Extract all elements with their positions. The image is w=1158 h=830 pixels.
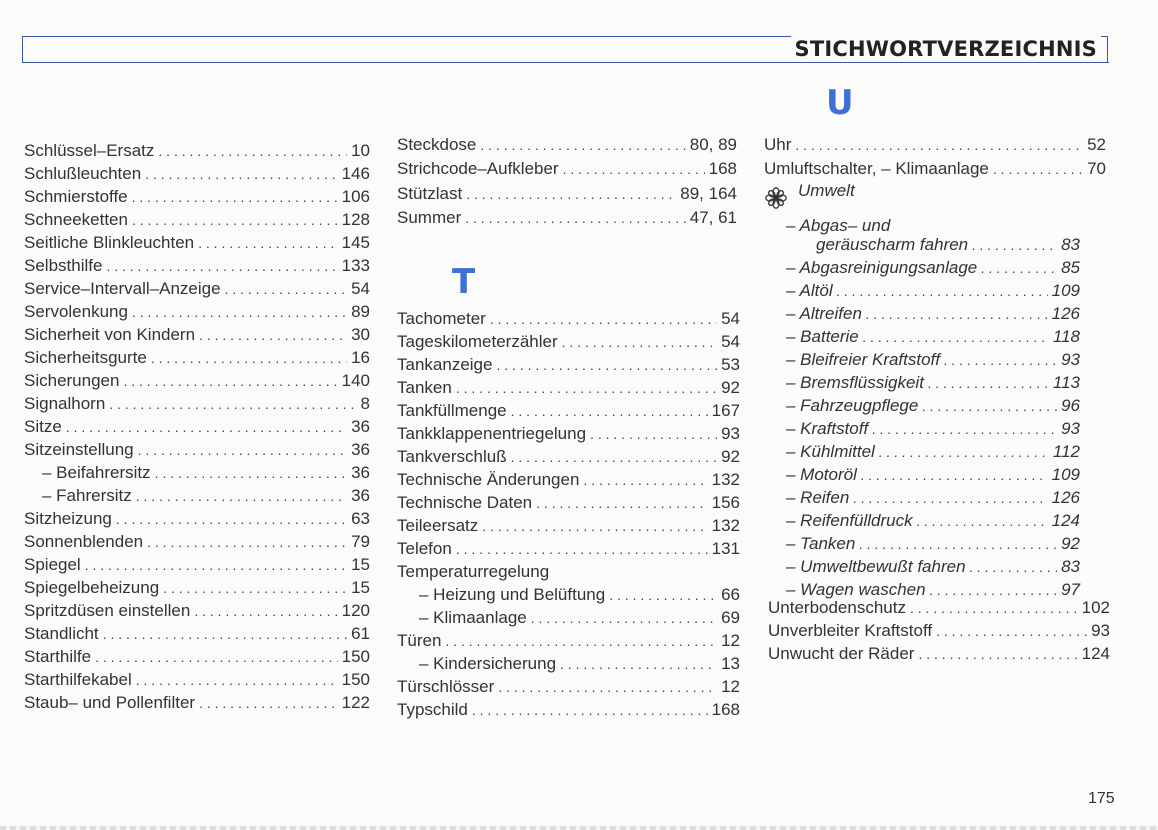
leader-dots [560,653,717,675]
leader-dots [445,630,717,652]
leader-dots [511,446,717,468]
leader-dots [123,370,337,392]
index-entry [24,255,370,277]
index-entry [24,692,370,714]
index-entry-page: 61 [351,624,370,643]
index-entry-label: – Kindersicherung [419,654,557,673]
index-entry-label: Sitzheizung [24,509,112,528]
index-entry [24,209,370,231]
index-entry-label: Standlicht [24,624,99,643]
index-entry-page: 92 [721,378,740,397]
index-entry-page: 126 [1051,488,1080,507]
leader-dots [609,584,717,606]
leader-dots [194,600,337,622]
index-entry [397,354,740,376]
leader-dots [511,400,708,422]
leader-dots [853,487,1047,509]
index-entry-page: 83 [1061,557,1080,576]
index-entry-page: 132 [711,470,740,489]
leader-dots [151,347,347,369]
index-entry-label: Spiegel [24,555,81,574]
index-entry-label: Umluftschalter, – Klimaanlage [764,159,989,178]
leader-dots [466,183,676,205]
leader-dots [590,423,717,445]
index-entry-page: 120 [341,601,370,620]
index-entry-label: geräuscharm fahren [816,235,969,254]
index-entry [24,347,370,369]
index-entry-page: 85 [1061,258,1080,277]
leader-dots [456,538,708,560]
index-entry [397,584,740,606]
index-entry-label: – Altreifen [786,304,862,323]
index-entry-label: Sicherungen [24,371,120,390]
index-entry [786,533,1080,555]
index-entry-label: – Tanken [786,534,856,553]
index-entry [24,669,370,691]
index-entry [786,510,1080,532]
index-entry-page: 12 [721,631,740,650]
index-entry [24,163,370,185]
section-letter-u: U [826,83,854,123]
index-entry-label: Schneeketten [24,210,128,229]
index-entry-label: – Kühlmittel [786,442,875,461]
index-entry-label: Spiegelbeheizung [24,578,160,597]
umwelt-heading-label: Umwelt [798,181,855,200]
index-entry [397,400,740,422]
leader-dots [837,280,1048,302]
leader-dots [132,301,347,323]
index-entry-page: 131 [711,539,740,558]
index-entry-label: Sonnenblenden [24,532,144,551]
index-entry [768,643,1110,665]
index-entry [24,554,370,576]
index-entry [24,623,370,645]
index-entry-page: 133 [341,256,370,275]
index-entry [397,630,740,652]
index-entry [397,377,740,399]
leader-dots [859,533,1057,555]
leader-dots [132,209,338,231]
index-entry [24,324,370,346]
index-entry [397,653,740,675]
index-entry-label: Schlußleuchten [24,164,142,183]
index-entry-page: 93 [1091,621,1110,640]
index-entry [397,308,740,330]
index-entry [397,515,740,537]
index-entry-label: Tankfüllmenge [397,401,507,420]
leader-dots [863,326,1049,348]
index-entry [786,372,1080,394]
index-entry-page: 109 [1051,465,1080,484]
index-entry-label: Sicherheitsgurte [24,348,147,367]
leader-dots [496,354,717,376]
index-entry-label: – Altöl [786,281,833,300]
index-entry-page: 47, 61 [689,207,737,227]
index-entry-label: Telefon [397,539,452,558]
index-entry [768,597,1110,619]
index-entry-label: Stützlast [397,183,463,203]
leader-dots [583,469,707,491]
index-entry-page: 96 [1061,396,1080,415]
index-entry-page: 8 [360,394,370,413]
leader-dots [138,439,347,461]
index-entry-label: Starthilfekabel [24,670,132,689]
index-entry-page: 70 [1087,159,1106,178]
index-entry [397,158,737,180]
index-entry-page: 112 [1052,442,1080,461]
index-entry-page: 15 [351,578,370,597]
index-entry [786,349,1080,371]
index-entry [397,492,740,514]
index-entry [24,646,370,668]
index-entry-page: 124 [1081,644,1110,663]
index-entry-page: 150 [341,647,370,666]
index-entry-label: Sitzeinstellung [24,440,134,459]
index-entry-label: Unverbleiter Kraftstoff [768,621,933,640]
index-entry [786,257,1080,279]
index-entry-label: Tanken [397,378,452,397]
header-bar [22,36,1108,63]
index-entry-label: Unwucht der Räder [768,644,915,663]
index-entry-page: 69 [721,608,740,627]
index-entry [786,418,1080,440]
index-entry-label: – Batterie [786,327,859,346]
index-entry-label: Technische Änderungen [397,470,580,489]
index-entry [24,416,370,438]
index-entry-label: – Reifenfülldruck [786,511,913,530]
index-entry-page: 93 [1061,419,1080,438]
index-entry-label: – Klimaanlage [419,608,527,627]
leader-dots [498,676,717,698]
index-entry [786,487,1080,509]
index-entry-page: 16 [351,348,370,367]
index-entry [24,370,370,392]
index-entry-page: 89 [351,302,370,321]
index-entry [24,301,370,323]
index-entry-page: 118 [1052,327,1080,346]
index-entry-label: – Fahrersitz [42,486,132,505]
leader-dots [85,554,347,576]
index-entry [397,676,740,698]
index-entry-label: – Beifahrersitz [42,463,151,482]
index-entry-label: Seitliche Blinkleuchten [24,233,195,252]
leader-dots [944,349,1057,371]
index-entry-page: 92 [1061,534,1080,553]
leader-dots [861,464,1048,486]
index-entry-page: 66 [721,585,740,604]
leader-dots [480,134,685,156]
index-entry-page: 13 [721,654,740,673]
leader-dots [95,646,338,668]
index-entry-page: 146 [341,164,370,183]
index-entry [397,469,740,491]
index-entry-label: Staub– und Pollenfilter [24,693,196,712]
index-entry [24,485,370,507]
leader-dots [145,163,337,185]
index-entry [24,508,370,530]
index-entry [397,446,740,468]
index-entry-label: Schlüssel–Ersatz [24,141,155,160]
leader-dots [531,607,717,629]
leader-dots [465,207,686,229]
index-entry-label: Service–Intervall–Anzeige [24,279,221,298]
leader-dots [155,462,347,484]
leader-dots [972,234,1057,256]
index-entry-label: Tageskilometerzähler [397,332,558,351]
leader-dots [158,140,347,162]
index-entry-label: Starthilfe [24,647,92,666]
leader-dots [970,556,1058,578]
page-title: STICHWORTVERZEICHNIS [791,31,1101,63]
index-entry-page: 132 [711,516,740,535]
leader-dots [198,232,338,254]
index-entry-label: Tankklappenentriegelung [397,424,587,443]
index-entry-page: 15 [351,555,370,574]
index-entry [24,278,370,300]
index-entry-page: 30 [351,325,370,344]
index-entry-page: 128 [341,210,370,229]
index-entry [786,303,1080,325]
index-entry-label: Spritzdüsen einstellen [24,601,191,620]
leader-dots [103,623,347,645]
index-entry-label: Steckdose [397,135,477,154]
index-entry [24,577,370,599]
index-entry-page: 109 [1051,281,1080,300]
index-entry-page: 36 [351,486,370,505]
leader-dots [917,510,1048,532]
index-entry-label: – Bremsflüssigkeit [786,373,924,392]
index-entry [768,620,1110,642]
index-entry [397,207,737,229]
index-entry-page: 10 [351,141,370,160]
index-entry [24,393,370,415]
leader-dots [562,331,717,353]
leader-dots [879,441,1049,463]
index-entry-label: – Reifen [786,488,850,507]
index-entry-label: Türschlösser [397,677,495,696]
index-entry [24,462,370,484]
index-entry-label: Tankanzeige [397,355,493,374]
page-number: 175 [1088,790,1115,807]
leader-dots [106,255,337,277]
index-entry-label: – Heizung und Belüftung [419,585,606,604]
index-entry [397,607,740,629]
leader-dots [472,699,708,721]
index-entry-page: 80, 89 [689,135,737,154]
index-entry [24,232,370,254]
index-entry-label: – Wagen waschen [786,580,926,599]
leader-dots [795,134,1083,156]
index-entry-page: 36 [351,417,370,436]
index-entry-page: 168 [711,700,740,719]
leader-dots [199,692,338,714]
leader-dots [981,257,1057,279]
index-entry-label: – Umweltbewußt fahren [786,557,966,576]
leader-dots [928,372,1049,394]
index-entry-page: 106 [341,187,370,206]
section-letter-t: T [452,262,476,302]
index-entry-label: Summer [397,207,462,227]
index-entry [786,395,1080,417]
leader-dots [225,278,348,300]
index-entry-label: Typschild [397,700,468,719]
index-entry-page: 102 [1081,598,1110,617]
leader-dots [918,643,1077,665]
index-entry [786,280,1080,302]
index-entry-label: Sicherheit von Kindern [24,325,196,344]
leader-dots [482,515,707,537]
index-entry-label: Strichcode–Aufkleber [397,159,559,179]
index-entry-label: – Kraftstoff [786,419,869,438]
index-entry-page: 126 [1051,304,1080,323]
index-entry-page: 54 [721,309,740,328]
index-entry [24,600,370,622]
index-entry-label: Selbsthilfe [24,256,103,275]
index-entry [764,134,1106,156]
index-entry [24,439,370,461]
leader-dots [116,508,347,530]
index-entry-label: Schmierstoffe [24,187,128,206]
index-entry [397,538,740,560]
index-entry [764,158,1106,180]
leader-dots [136,485,347,507]
index-entry-page: 150 [341,670,370,689]
index-entry-page: 167 [711,401,740,420]
leader-dots [456,377,717,399]
leader-dots [993,158,1083,180]
leader-dots [109,393,356,415]
index-entry-page: 145 [341,233,370,252]
leader-dots [563,158,705,180]
index-entry-page: 36 [351,440,370,459]
index-entry-label: – Bleifreier Kraftstoff [786,350,941,369]
leader-dots [199,324,347,346]
index-entry-page: 140 [341,371,370,390]
index-entry-page: 122 [341,693,370,712]
index-entry-label: Teileersatz [397,516,479,535]
index-entry-page: 83 [1061,235,1080,254]
index-entry [786,441,1080,463]
leader-dots [132,186,338,208]
umwelt-heading [798,180,1098,202]
index-entry-label: Tankverschluß [397,447,507,466]
index-entry-label: Technische Daten [397,493,533,512]
index-entry-page: 93 [721,424,740,443]
index-entry-label: – Motoröl [786,465,857,484]
leader-dots [936,620,1087,642]
index-entry-page: 97 [1061,580,1080,599]
index-entry [24,186,370,208]
index-entry-page: 92 [721,447,740,466]
index-entry [397,331,740,353]
index-entry [24,140,370,162]
index-entry-page: 79 [351,532,370,551]
leader-dots [136,669,338,691]
index-entry [397,183,737,205]
leader-dots [163,577,347,599]
index-entry-page: 52 [1087,135,1106,154]
index-entry-label: Uhr [764,135,792,154]
index-entry-label: Türen [397,631,442,650]
index-entry-page: 53 [721,355,740,374]
index-entry [397,699,740,721]
index-entry-label: Tachometer [397,309,486,328]
index-entry-page: 93 [1061,350,1080,369]
index-entry [786,326,1080,348]
index-entry [786,556,1080,578]
index-entry [397,423,740,445]
index-entry-page: 12 [721,677,740,696]
index-entry-label: Unterbodenschutz [768,598,906,617]
footer-rule [0,826,1158,830]
index-entry-label: Signalhorn [24,394,106,413]
index-entry-label: Servolenkung [24,302,128,321]
index-entry-label: – Abgasreinigungsanlage [786,258,978,277]
index-entry-label: Temperaturregelung [397,562,550,581]
leader-dots [922,395,1057,417]
index-entry-page: 54 [351,279,370,298]
index-entry-page: 89, 164 [680,183,737,203]
index-entry-page: 113 [1052,373,1080,392]
index-entry-label: Sitze [24,417,62,436]
leader-dots [910,597,1078,619]
index-entry [397,134,737,156]
index-entry-page: 168 [708,159,737,179]
leader-dots [147,531,347,553]
leader-dots [872,418,1057,440]
leader-dots [866,303,1048,325]
index-entry [397,561,740,583]
index-entry [24,531,370,553]
flower-icon [764,186,788,210]
leader-dots [66,416,347,438]
index-entry-page: 54 [721,332,740,351]
umwelt-first-line-label: – Abgas– und [786,216,891,235]
leader-dots [536,492,707,514]
leader-dots [490,308,717,330]
index-entry-page: 63 [351,509,370,528]
index-entry-page: 156 [711,493,740,512]
index-entry [786,464,1080,486]
index-entry-label: – Fahrzeugpflege [786,396,919,415]
index-entry [786,234,1080,256]
index-entry-page: 36 [351,463,370,482]
index-entry-page: 124 [1051,511,1080,530]
